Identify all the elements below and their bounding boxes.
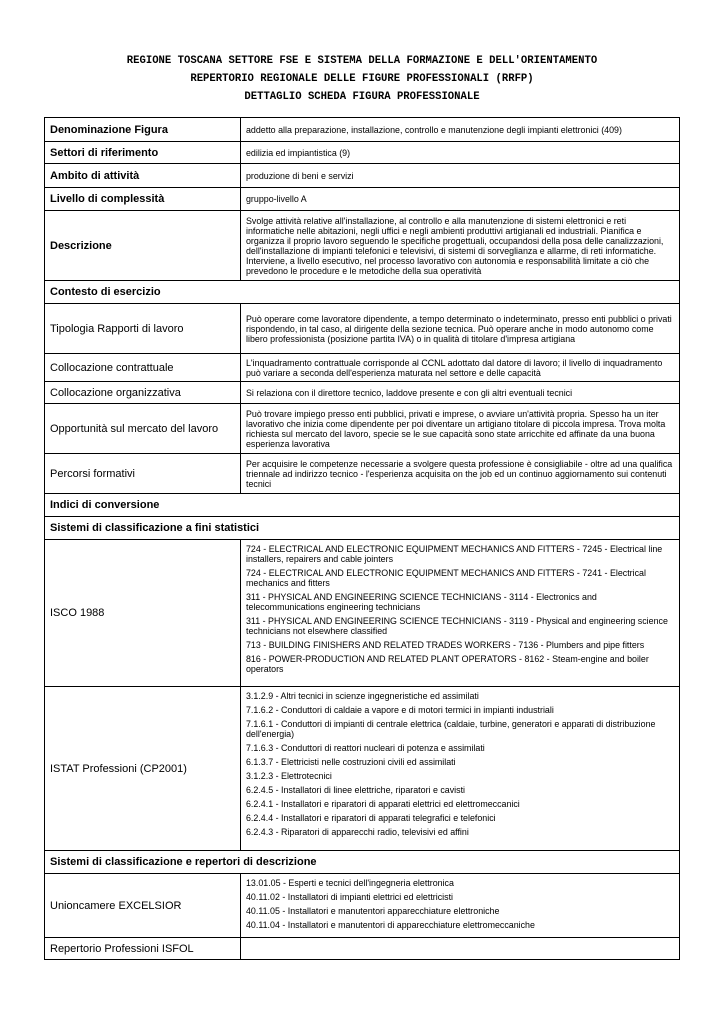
value-tipologia: Può operare come lavoratore dipendente, a tempo determinato o indeterminato, presso enti pubblici o privati rispondendo, in tal caso, al dirigente della sezione tecnica. Può operare anche in modo autonomo come libero professionista (posizione partita IVA) o in qualità di titolare d'impresa artigiana: [241, 304, 680, 354]
row-contrattuale: [45, 354, 680, 382]
excelsior-item: 40.11.05 - Installatori e manutentori apparecchiature elettroniche: [246, 906, 500, 916]
list-istat: [241, 687, 680, 851]
excelsior-item: 40.11.04 - Installatori e manutentori di apparecchiature elettromeccaniche: [246, 920, 535, 930]
label-percorsi: Percorsi formativi: [45, 454, 241, 494]
isco-item: 713 - BUILDING FINISHERS AND RELATED TRADES WORKERS - 7136 - Plumbers and pipe fitters: [246, 640, 645, 650]
row-tipologia: [45, 304, 680, 354]
row-isco: [45, 540, 680, 687]
label-istat: ISTAT Professioni (CP2001): [45, 687, 241, 851]
label-denominazione: Denominazione Figura: [45, 118, 241, 142]
header-line-2: REPERTORIO REGIONALE DELLE FIGURE PROFESSIONALI (RRFP): [190, 73, 534, 85]
istat-item: 6.2.4.1 - Installatori e riparatori di apparati elettrici ed elettromeccanici: [246, 799, 520, 809]
istat-item: 6.2.4.5 - Installatori di linee elettriche, riparatori e cavisti: [246, 785, 466, 795]
section-contesto: Contesto di esercizio: [45, 281, 680, 304]
label-contrattuale: Collocazione contrattuale: [45, 354, 241, 382]
label-descrizione: Descrizione: [45, 211, 241, 281]
istat-item: 3.1.2.9 - Altri tecnici in scienze ingegneristiche ed assimilati: [246, 691, 479, 701]
value-organizzativa: Si relaziona con il direttore tecnico, laddove presente e con gli altri eventuali tecnici: [241, 382, 680, 404]
row-organizzativa: [45, 382, 680, 404]
header-line-3: DETTAGLIO SCHEDA FIGURA PROFESSIONALE: [244, 91, 480, 103]
list-excelsior: [241, 874, 680, 938]
section-sistemi-descrizione: Sistemi di classificazione e repertori di descrizione: [45, 851, 680, 874]
isco-item: 311 - PHYSICAL AND ENGINEERING SCIENCE TECHNICIANS - 3114 - Electronics and telecommunications engineering technicians: [246, 592, 597, 612]
value-contrattuale: L'inquadramento contrattuale corrisponde al CCNL adottato dal datore di lavoro; il livello di inquadramento può variare a seconda dell'esperienza maturata nel settore e delle capacità: [241, 354, 680, 382]
row-settori: [45, 142, 680, 164]
value-denominazione: addetto alla preparazione, installazione, controllo e manutenzione degli impianti elettronici (409): [241, 118, 680, 142]
row-descrizione: [45, 211, 680, 281]
section-indici: Indici di conversione: [45, 494, 680, 517]
value-descrizione: Svolge attività relative all'installazione, al controllo e alla manutenzione di sistemi elettronici e reti informatiche nelle abitazioni, negli uffici e negli ambienti produttivi artigianali ed industriali. Pianifica e organizza il proprio lavoro seguendo le specifiche progettuali, occupandosi della posa delle canalizzazioni, dell'installazione di impianti telefonici e televisivi, di sistemi di sorveglianza e allarme, di reti informatiche. Interviene, a livello esecutivo, nel processo lavorativo con autonomia e responsabilità limitate a ciò che prevedono le procedure e le metodiche della sua operatività: [241, 211, 680, 281]
label-excelsior: Unioncamere EXCELSIOR: [45, 874, 241, 938]
row-denominazione: [45, 118, 680, 142]
isco-item: 311 - PHYSICAL AND ENGINEERING SCIENCE TECHNICIANS - 3119 - Physical and engineering science technicians not elsewhere classified: [246, 616, 668, 636]
excelsior-item: 13.01.05 - Esperti e tecnici dell'ingegneria elettronica: [246, 878, 454, 888]
value-ambito: produzione di beni e servizi: [241, 164, 680, 188]
header-line-1: REGIONE TOSCANA SETTORE FSE E SISTEMA DELLA FORMAZIONE E DELL'ORIENTAMENTO: [126, 55, 598, 67]
row-percorsi: [45, 454, 680, 494]
value-opportunita: Può trovare impiego presso enti pubblici, privati e imprese, o avviare un'attività propria. Spesso ha un iter lavorativo che inizia come dipendente per poi diventare un artigiano titolare di piccola impresa. Trova molta richiesta sul mercato del lavoro, specie se le sue capacità sono state arricchite ed affinate da una buona esperienza lavorativa: [241, 404, 680, 454]
isco-item: 724 - ELECTRICAL AND ELECTRONIC EQUIPMENT MECHANICS AND FITTERS - 7241 - Electrical mechanics and fitters: [246, 568, 646, 588]
label-livello: Livello di complessità: [45, 188, 241, 211]
value-isfol: [241, 938, 680, 960]
istat-item: 7.1.6.2 - Conduttori di caldaie a vapore e di motori termici in impianti industriali: [246, 705, 554, 715]
figure-detail-table: [44, 117, 680, 960]
istat-item: 7.1.6.3 - Conduttori di reattori nucleari di potenza e assimilati: [246, 743, 485, 753]
label-isco: ISCO 1988: [45, 540, 241, 687]
row-excelsior: [45, 874, 680, 938]
row-ambito: [45, 164, 680, 188]
istat-item: 6.2.4.4 - Installatori e riparatori di apparati telegrafici e telefonici: [246, 813, 496, 823]
excelsior-item: 40.11.02 - Installatori di impianti elettrici ed elettricisti: [246, 892, 454, 902]
row-sistemi-statistici-title: [45, 517, 680, 540]
istat-item: 6.1.3.7 - Elettricisti nelle costruzioni civili ed assimilati: [246, 757, 456, 767]
label-isfol: Repertorio Professioni ISFOL: [45, 938, 241, 960]
label-settori: Settori di riferimento: [45, 142, 241, 164]
value-percorsi: Per acquisire le competenze necessarie a svolgere questa professione è consigliabile - oltre ad una qualifica triennale ad indirizzo tecnico - l'esperienza acquisita on the job ed un continuo aggiornamento sui contenuti tecnici: [241, 454, 680, 494]
document-header: [0, 52, 724, 106]
row-istat: [45, 687, 680, 851]
label-organizzativa: Collocazione organizzativa: [45, 382, 241, 404]
section-sistemi-statistici: Sistemi di classificazione a fini statistici: [45, 517, 680, 540]
isco-item: 816 - POWER-PRODUCTION AND RELATED PLANT OPERATORS - 8162 - Steam-engine and boiler operators: [246, 654, 649, 674]
label-ambito: Ambito di attività: [45, 164, 241, 188]
row-contesto-title: [45, 281, 680, 304]
row-livello: [45, 188, 680, 211]
value-settori: edilizia ed impiantistica (9): [241, 142, 680, 164]
row-isfol: [45, 938, 680, 960]
row-opportunita: [45, 404, 680, 454]
row-sistemi-descrizione-title: [45, 851, 680, 874]
istat-item: 6.2.4.3 - Riparatori di apparecchi radio, televisivi ed affini: [246, 827, 469, 837]
isco-item: 724 - ELECTRICAL AND ELECTRONIC EQUIPMENT MECHANICS AND FITTERS - 7245 - Electrical line installers, repairers and cable jointers: [246, 544, 663, 564]
row-indici-title: [45, 494, 680, 517]
label-tipologia: Tipologia Rapporti di lavoro: [45, 304, 241, 354]
list-isco: [241, 540, 680, 687]
value-livello: gruppo-livello A: [241, 188, 680, 211]
label-opportunita: Opportunità sul mercato del lavoro: [45, 404, 241, 454]
istat-item: 7.1.6.1 - Conduttori di impianti di centrale elettrica (caldaie, turbine, generatori e apparati di distribuzione dell'energia): [246, 719, 656, 739]
istat-item: 3.1.2.3 - Elettrotecnici: [246, 771, 332, 781]
